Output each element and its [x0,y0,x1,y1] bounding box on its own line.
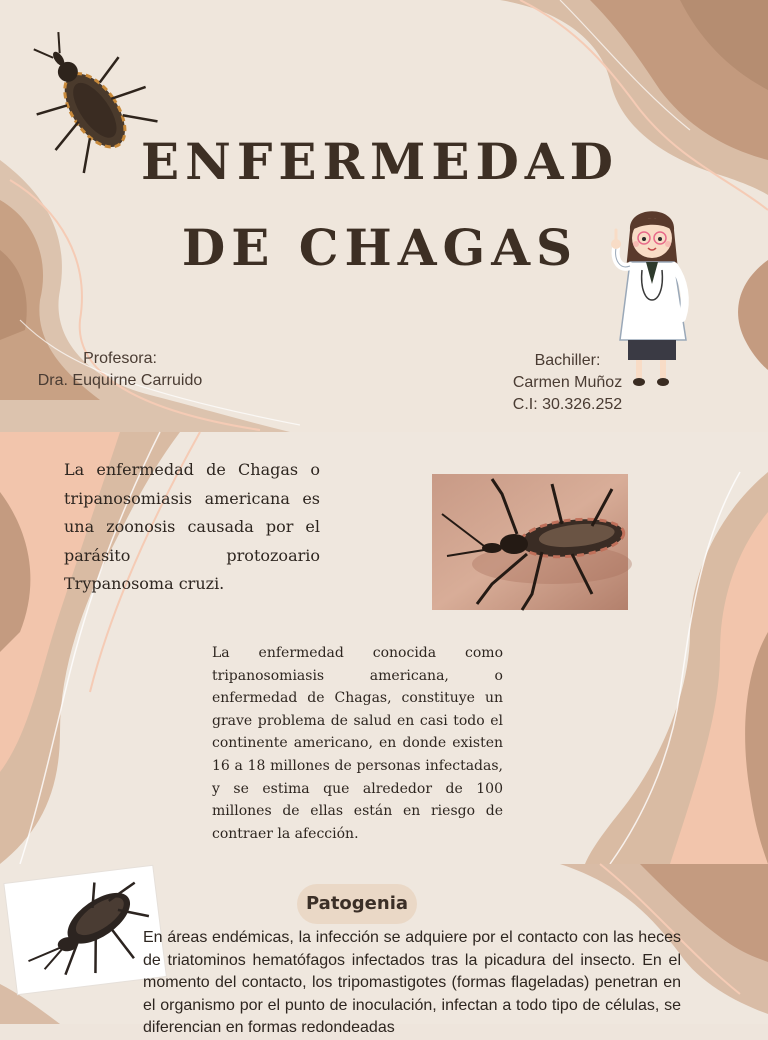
title-line-1: ENFERMEDAD [141,132,619,191]
profesora-name: Dra. Euquirne Carruido [37,372,203,389]
bachiller-credit [490,350,645,416]
kissing-bug-photo [432,474,628,610]
bachiller-id: C.I: 30.326.252 [512,396,623,413]
intro-paragraph: La enfermedad de Chagas o tripanosomiasis americana es una zoonosis causada por el parásito protozoario Trypanosoma cruzi. [64,460,320,593]
bachiller-name: Carmen Muñoz [512,374,623,391]
patogenia-heading: Patogenia [297,884,417,924]
title-line-2: DE CHAGAS [181,218,579,277]
description-paragraph: La enfermedad conocida como tripanosomiasis americana, o enfermedad de Chagas, constituye un grave problema de salud en casi todo el continente americano, en donde existen 16 a 18 millones de personas infectadas, y se estima que alrededor de 100 millones de ellas están en riesgo de contraer la afección. [212,645,503,842]
patogenia-slide [0,864,768,1036]
intro-slide [0,432,768,864]
patogenia-paragraph: En áreas endémicas, la infección se adquiere por el contacto con las heces de triatominos hematófagos infectados tras la picadura del insecto. En el momento del contacto, los tripomastigotes (formas flageladas) penetran en el organismo por el punto de inoculación, infectan a todo tipo de células, se diferencian en formas redondeadas [143,929,681,1036]
profesora-label: Profesora: [83,350,157,367]
title-slide [0,0,768,432]
bachiller-label: Bachiller: [534,352,601,369]
profesora-credit [20,348,220,392]
